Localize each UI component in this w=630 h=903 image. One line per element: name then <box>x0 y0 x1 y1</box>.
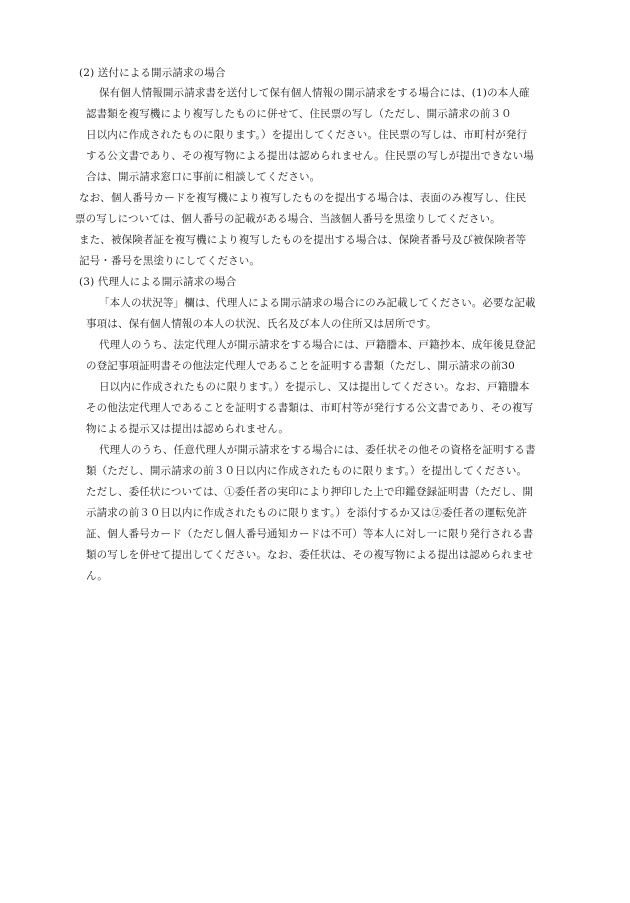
section-3-line-5: 日以内に作成されたものに限ります。）を提示し、又は提出してください。なお、戸籍謄本 <box>99 381 530 393</box>
section-3-line-14: ん。 <box>86 570 108 582</box>
section-3-line-6: その他法定代理人であることを証明する書類は、市町村等が発行する公文書であり、その複写 <box>86 402 534 414</box>
section-3-line-4: の登記事項証明書その他法定代理人であることを証明する書類（ただし、開示請求の前30 <box>86 360 516 372</box>
section-2-line-5: 合は、開示請求窓口に事前に相談してください。 <box>86 171 321 183</box>
section-3-line-1: 「本人の状況等」欄は、代理人による開示請求の場合にのみ記載してください。必要な記載 <box>99 297 536 309</box>
section-3-line-13: 類の写しを併せて提出してください。なお、委任状は、その複写物による提出は認められませ <box>86 549 534 561</box>
section-3-line-10: ただし、委任状については、①委任者の実印により押印した上で印鑑登録証明書（ただし、開 <box>86 486 534 498</box>
section-3-line-2: 事項は、保有個人情報の本人の状況、氏名及び本人の住所又は居所です。 <box>86 318 437 330</box>
section-3-line-7: 物による提示又は提出は認められません。 <box>86 423 289 435</box>
section-3-line-11: 示請求の前３０日以内に作成されたものに限ります。）を添付するか又は②委任者の運転免許 <box>86 507 528 519</box>
section-2-line-2: 認書類を複写機により複写したものに併せて、住民票の写し（ただし、開示請求の前３０ <box>86 108 512 120</box>
section-3-line-3: 代理人のうち、法定代理人が開示請求をする場合には、戸籍謄本、戸籍抄本、成年後見登記 <box>99 339 536 351</box>
section-3-heading: (3) 代理人による開示請求の場合 <box>79 276 237 288</box>
section-3-line-12: 証、個人番号カード（ただし個人番号通知カードは不可）等本人に対し一に限り発行される書 <box>86 528 534 540</box>
section-2-heading: (2) 送付による開示請求の場合 <box>79 67 226 79</box>
section-3-line-8: 代理人のうち、任意代理人が開示請求をする場合には、委任状その他その資格を証明する書 <box>99 444 536 456</box>
section-2-line-8: また、被保険者証を複写機により複写したものを提出する場合は、保険者番号及び被保険者等 <box>79 234 527 246</box>
section-2-line-3: 日以内に作成されたものに限ります。）を提出してください。住民票の写しは、市町村が発行 <box>86 129 528 141</box>
section-2-line-4: する公文書であり、その複写物による提出は認められません。住民票の写しが提出できない場 <box>86 150 534 162</box>
section-2-line-9: 記号・番号を黒塗りにしてください。 <box>79 255 261 267</box>
section-2-line-1: 保有個人情報開示請求書を送付して保有個人情報の開示請求をする場合には、(1)の本人確 <box>99 87 530 99</box>
section-2-line-7: 票の写しについては、個人番号の記載がある場合、当該個人番号を黒塗りしてください。 <box>75 213 501 225</box>
section-2-line-6: なお、個人番号カードを複写機により複写したものを提出する場合は、表面のみ複写し、住民 <box>79 192 527 204</box>
section-3-line-9: 類（ただし、開示請求の前３０日以内に作成されたものに限ります。）を提出してください。 <box>86 465 528 477</box>
